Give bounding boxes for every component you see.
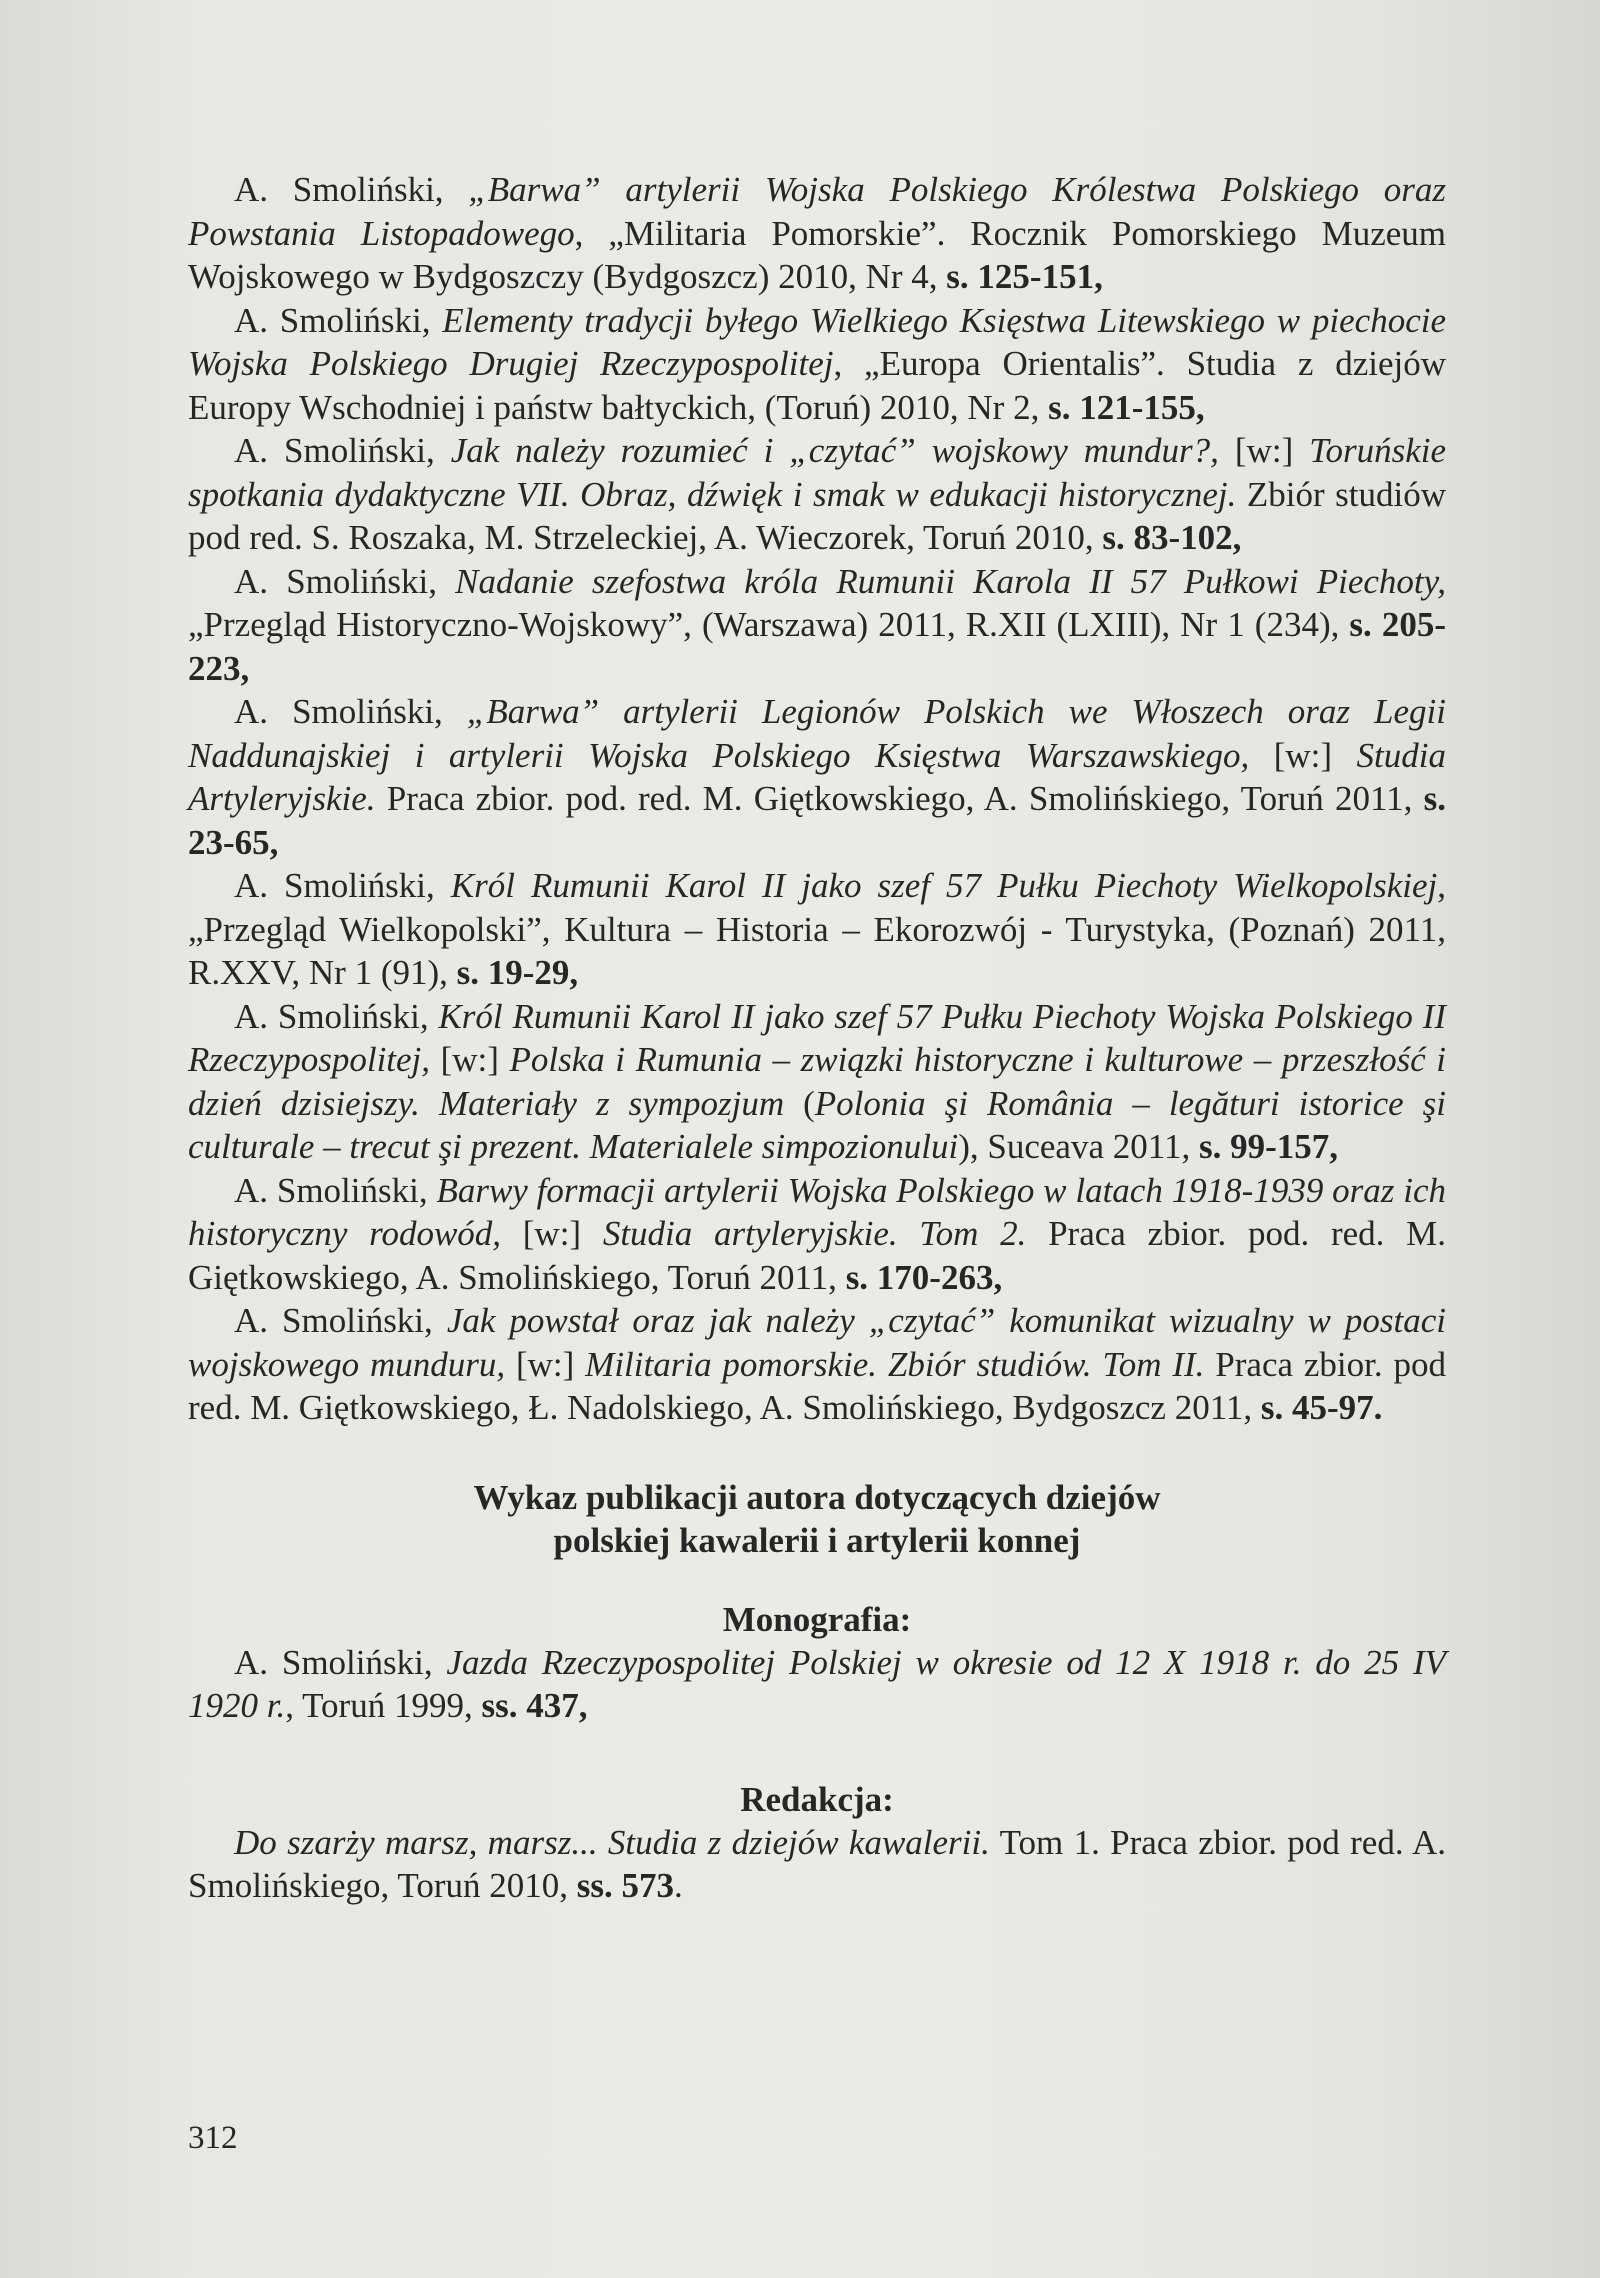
entry-collection-title: Polska i Rumunia – związki historyczne i kulturowe – przeszłość i dzień dzisiejszy. Materiały z sympozjum — [188, 1040, 1447, 1123]
entry-details: , Toruń 1999, — [285, 1686, 482, 1725]
entry-author: A. Smoliński, — [234, 1301, 447, 1340]
entry-details: Zbiór studiów pod red. S. Roszaka, M. Strzeleckiej, A. Wieczorek, Toruń 2010, — [188, 474, 1446, 557]
bibliography-entry — [188, 168, 1446, 299]
section-heading — [188, 1476, 1446, 1562]
entry-details: [w:] — [1249, 735, 1357, 775]
entry-details: Praca zbior. pod. red. M. Giętkowskiego, A. Smolińskiego, Toruń 2011, — [375, 779, 1424, 818]
entry-details: , „Przegląd Wielkopolski”, Kultura – Historia – Ekorozwój - Turystyka, (Poznań) 2011, R.XXV, Nr 1 (91), — [188, 866, 1446, 992]
bibliography-entry — [188, 690, 1446, 864]
entry-collection-title: Militaria pomorskie. Zbiór studiów. Tom II. — [585, 1344, 1205, 1384]
entry-author: A. Smoliński, — [234, 866, 451, 905]
entry-end-punctuation: . — [673, 1866, 683, 1905]
entry-title: Król Rumunii Karol II jako szef 57 Pułku Piechoty Wielkopolskiej — [450, 866, 1438, 905]
entry-title: Jak należy rozumieć i „czytać” wojskowy mundur?, — [450, 431, 1219, 470]
entry-title: Do szarży marsz, marsz... Studia z dziejów kawalerii. — [234, 1822, 990, 1862]
section-heading-line: Wykaz publikacji autora dotyczących dziejów — [473, 1477, 1161, 1517]
bibliography-entry — [188, 995, 1446, 1169]
entry-details: [w:] — [430, 1040, 510, 1079]
entry-author: A. Smoliński, — [234, 431, 451, 470]
entry-details: Praca zbior. pod red. M. Giętkowskiego, Ł. Nadolskiego, A. Smolińskiego, Bydgoszcz 2011, — [188, 1344, 1446, 1427]
entry-author: A. Smoliński, — [234, 996, 439, 1036]
entry-pages: s. 125-151, — [946, 257, 1103, 296]
entry-pages: s. 205-223, — [188, 605, 1446, 688]
entry-author: A. Smoliński, — [234, 692, 467, 731]
section-heading-line: polskiej kawalerii i artylerii konnej — [553, 1520, 1081, 1560]
bibliography-entry — [188, 560, 1446, 691]
entry-details: ( — [784, 1083, 815, 1123]
entry-collection-title-romanian: Polonia şi România – legături istorice şi culturale – trecut şi prezent. Materialele simpozionului — [188, 1083, 1446, 1166]
entry-pages: ss. 573 — [576, 1866, 674, 1905]
bibliography-entry — [188, 1299, 1446, 1430]
entry-details: ), Suceava 2011, — [958, 1127, 1199, 1166]
redakcja-heading: Redakcja: — [740, 1779, 894, 1819]
monografia-entry — [188, 1641, 1446, 1728]
entry-details: [w:] — [501, 1214, 603, 1253]
entry-details: „Przegląd Historyczno-Wojskowy”, (Warszawa) 2011, R.XII (LXIII), Nr 1 (234), — [188, 605, 1350, 644]
entry-title: Barwy formacji artylerii Wojska Polskiego w latach 1918-1939 oraz ich historyczny rodowód, — [188, 1170, 1446, 1253]
entry-pages: s. 121-155, — [1048, 387, 1205, 427]
entry-title: „Barwa” artylerii Wojska Polskiego Królestwa Polskiego oraz Powstania Listopadowego — [188, 170, 1446, 253]
entry-author: A. Smoliński, — [234, 300, 443, 340]
entry-author: A. Smoliński, — [234, 1642, 447, 1682]
bibliography-entry — [188, 429, 1446, 560]
entry-pages: s. 45-97. — [1260, 1388, 1383, 1427]
entry-title: Nadanie szefostwa króla Rumunii Karola II 57 Pułkowi Piechoty, — [455, 561, 1446, 601]
entry-details: Tom 1. Praca zbior. pod red. A. Smolińskiego, Toruń 2010, — [188, 1822, 1446, 1905]
entry-pages: s. 83-102, — [1102, 518, 1242, 557]
entry-collection-title: Toruńskie spotkania dydaktyczne VII. Obraz, dźwięk i smak w edukacji historycznej. — [188, 431, 1446, 514]
entry-collection-title: Studia Artyleryjskie. — [188, 735, 1446, 818]
entry-title: Elementy tradycji byłego Wielkiego Księstwa Litewskiego w piechocie Wojska Polskiego Drugiej Rzeczypospolitej — [188, 300, 1446, 383]
entry-details: , „Militaria Pomorskie”. Rocznik Pomorskiego Muzeum Wojskowego w Bydgoszczy (Bydgoszcz) 2010, Nr 4, — [188, 213, 1446, 296]
bibliography-entry — [188, 299, 1446, 430]
bibliography-entry — [188, 1169, 1446, 1300]
monografia-heading: Monografia: — [722, 1599, 912, 1639]
entry-author: A. Smoliński, — [234, 170, 469, 209]
entry-details: , „Europa Orientalis”. Studia z dziejów Europy Wschodniej i państw bałtyckich, (Toruń) 2010, Nr 2, — [188, 344, 1447, 427]
entry-title: Jazda Rzeczypospolitej Polskiej w okresie od 12 X 1918 r. do 25 IV 1920 r. — [188, 1642, 1446, 1725]
entry-pages: s. 23-65, — [188, 779, 1446, 862]
bibliography-text — [188, 168, 1446, 1908]
entry-pages: s. 99-157, — [1198, 1127, 1338, 1166]
entry-title: „Barwa” artylerii Legionów Polskich we Włoszech oraz Legii Naddunajskiej i artylerii Wojska Polskiego Księstwa Warszawskiego, — [188, 692, 1447, 775]
entry-title: Jak powstał oraz jak należy „czytać” komunikat wizualny w postaci wojskowego munduru, — [188, 1301, 1446, 1384]
entry-author: A. Smoliński, — [234, 561, 456, 601]
entry-title: Król Rumunii Karol II jako szef 57 Pułku Piechoty Wojska Polskiego II Rzeczypospolitej, — [188, 996, 1446, 1079]
page-number: 312 — [188, 2120, 238, 2156]
entry-collection-title: Studia artyleryjskie. Tom 2. — [602, 1214, 1027, 1253]
entry-details: [w:] — [505, 1344, 586, 1384]
entry-details: [w:] — [1218, 431, 1310, 470]
entry-pages: ss. 437, — [481, 1686, 588, 1725]
entry-author: A. Smoliński, — [234, 1170, 437, 1210]
redakcja-entry — [188, 1821, 1446, 1908]
bibliography-entry — [188, 864, 1446, 995]
entry-pages: s. 19-29, — [456, 953, 579, 992]
entry-details: Praca zbior. pod. red. M. Giętkowskiego, A. Smolińskiego, Toruń 2011, — [188, 1214, 1446, 1297]
entry-pages: s. 170-263, — [845, 1257, 1003, 1297]
